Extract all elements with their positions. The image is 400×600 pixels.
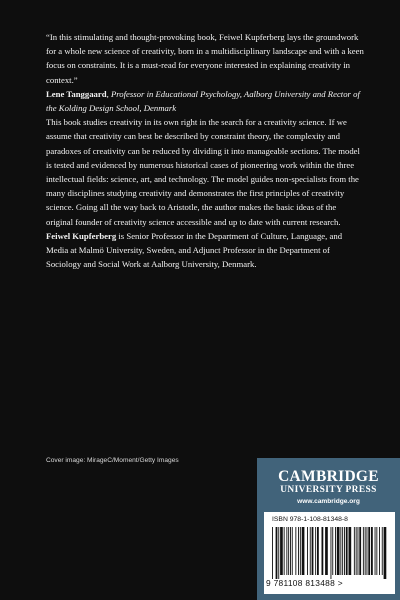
barcode-bar (346, 527, 348, 575)
barcode-bar (349, 527, 352, 575)
author-bio (46, 229, 364, 272)
barcode-bar (354, 527, 355, 575)
barcode-bar (375, 527, 376, 575)
publisher-website: www.cambridge.org (297, 498, 360, 505)
barcode-bar (288, 527, 289, 575)
publisher-panel (257, 458, 400, 600)
author-bio-text: is Senior Professor in the Department of Culture, Language, and Media at Malmö University, Sweden, and Adjunct Professor in the Department of Sociology and Social Work at Aalborg University, Denmark. (46, 230, 343, 270)
barcode-bar (340, 527, 341, 575)
endorser-name: Lene Tanggaard (46, 88, 107, 99)
endorser-affiliation: Professor in Educational Psychology, Aalborg University and Rector of the Kolding Design School, Denmark (46, 88, 360, 114)
barcode-bar (379, 527, 380, 575)
endorsement-attribution (46, 87, 364, 115)
barcode-bar (358, 527, 359, 575)
barcode-bar (307, 527, 308, 575)
barcode-bar (335, 527, 336, 575)
barcode-bar (368, 527, 370, 575)
barcode-digits: 9 781108 813488 > (266, 578, 343, 588)
barcode-bar (300, 527, 301, 575)
barcode-bar (382, 527, 383, 575)
barcode-bar (295, 527, 296, 575)
barcode-bar (272, 527, 273, 579)
barcode-bar (286, 527, 287, 575)
isbn-label: ISBN 978-1-108-81348-8 (272, 516, 348, 523)
barcode-bar (317, 527, 319, 575)
barcode-bar (332, 527, 333, 575)
barcode-bar (331, 527, 332, 579)
publisher-press: UNIVERSITY PRESS (280, 485, 377, 495)
barcode-bar (342, 527, 343, 575)
barcode-bar (322, 527, 324, 575)
barcode-bar (280, 527, 283, 575)
barcode-bar (290, 527, 291, 575)
barcode-bar (310, 527, 311, 575)
barcode-box (264, 512, 395, 594)
barcode-bar (312, 527, 314, 575)
barcode-bar (292, 527, 293, 575)
book-description: This book studies creativity in its own right in the search for a creativity science. If we assume that creativity can best be described by constraint theory, the complexity and paradoxes of creativity can be reduced by dividing it into manageable sections. The model is tested and evidenced by numerous historical cases of pioneering work within the three intellectual fields: science, art, and technology. The model guides non-specialists from the many disciplines studying creativity and demonstrates the first principles of creativity science. Going all the way back to Aristotle, the author makes the basic ideas of the original founder of creativity science accessible and up to date with current research. (46, 117, 360, 227)
barcode-bar (344, 527, 345, 575)
barcode-bar (302, 527, 305, 575)
barcode-bar (337, 527, 340, 575)
barcode-bar (276, 527, 278, 579)
barcode-bar (325, 527, 328, 575)
barcode-bar (371, 527, 373, 575)
barcode-bar (284, 527, 285, 575)
text-content (46, 30, 364, 271)
barcode-bar (356, 527, 357, 575)
publisher-name: CAMBRIDGE (278, 468, 379, 485)
cover-image-credit: Cover image: MirageC/Moment/Getty Images (46, 457, 179, 464)
barcode-bar (384, 527, 387, 579)
barcode-bar (315, 527, 316, 575)
barcode-bar (363, 527, 364, 575)
barcode-bar (376, 527, 377, 575)
barcode-bar (298, 527, 299, 575)
barcode-bar (359, 527, 361, 575)
barcode-bar (278, 527, 279, 579)
endorsement-quote: “In this stimulating and thought-provoking book, Feiwel Kupferberg lays the groundwork for a whole new science of creativity, born in a multidisciplinary landscape and with a keen focus on constraints. It is a must-read for everyone interested in explaining creativity in context.” (46, 32, 364, 85)
endorser-separator: , (106, 88, 111, 99)
barcode-bar (367, 527, 368, 575)
barcode-icon (272, 527, 388, 579)
barcode-bar (365, 527, 366, 575)
author-name: Feiwel Kupferberg (46, 230, 117, 241)
